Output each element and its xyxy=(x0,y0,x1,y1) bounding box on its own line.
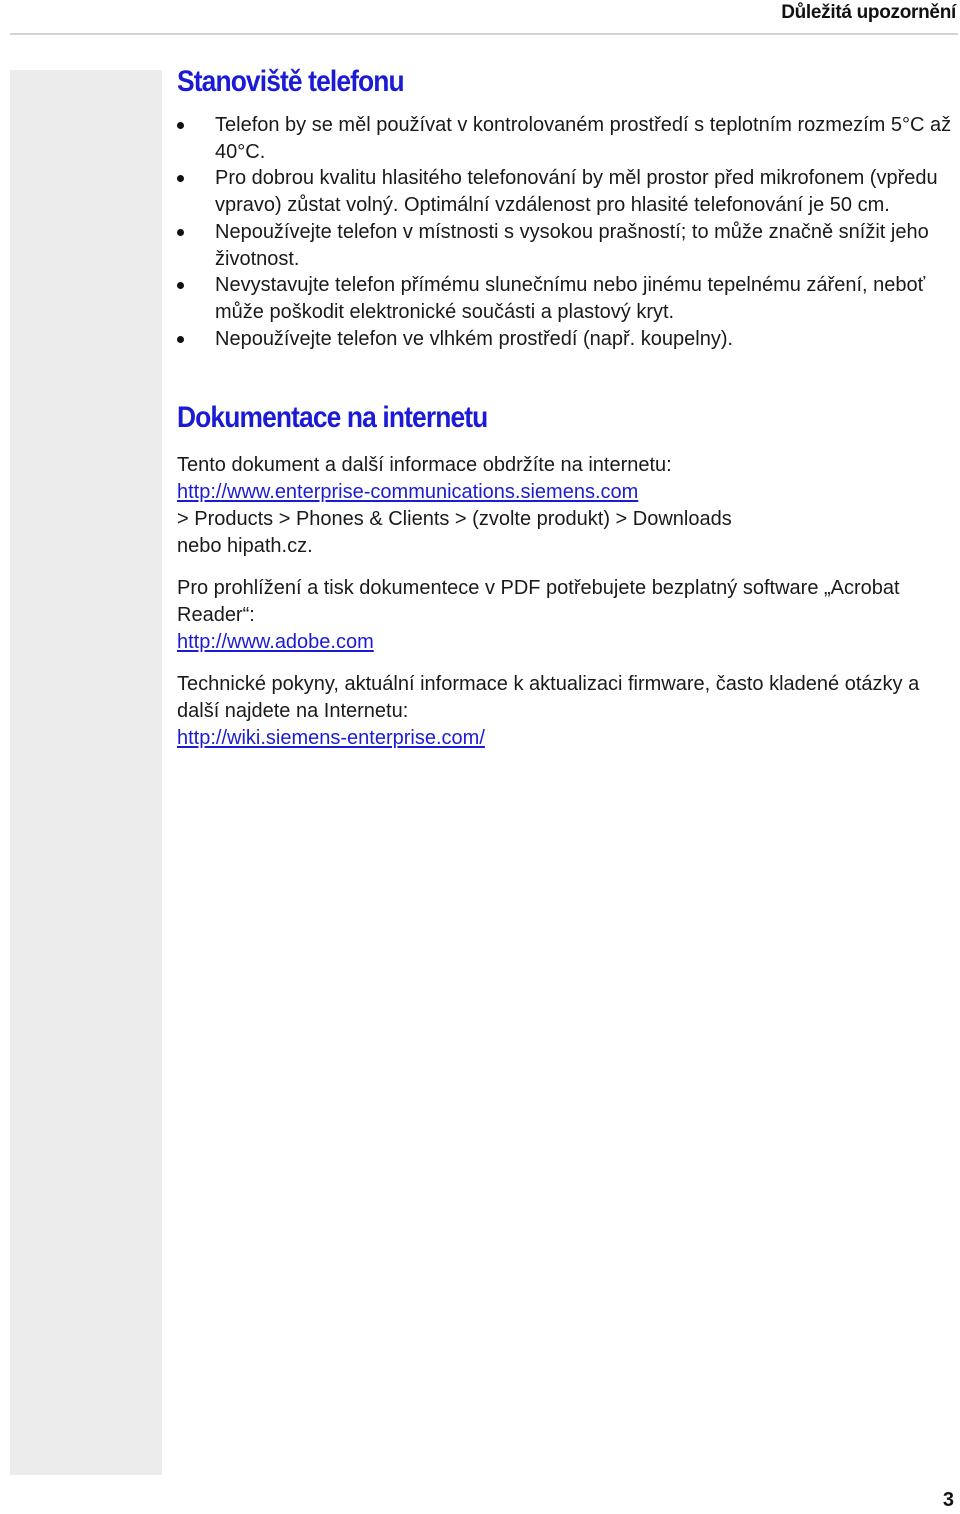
docs-intro-text: Tento dokument a další informace obdržíte na internetu: xyxy=(177,454,672,477)
list-item: Nepoužívejte telefon ve vlhkém prostředí (např. koupelny). xyxy=(177,326,952,353)
bullet-icon xyxy=(177,282,184,289)
list-item: Nevystavujte telefon přímému slunečnímu nebo jinému tepelnému záření, neboť může poškodit elektronické součásti a plastový kryt. xyxy=(177,272,952,325)
page-number: 3 xyxy=(942,1489,954,1511)
download-path-text: > Products > Phones & Clients > (zvolte produkt) > Downloads xyxy=(177,508,732,531)
acrobat-text: Pro prohlížení a tisk dokumentece v PDF potřebujete bezplatný software „Acrobat Reader“: xyxy=(177,577,900,627)
hipath-text: nebo hipath.cz. xyxy=(177,535,313,558)
main-content xyxy=(177,60,952,752)
section-heading-docs: Dokumentace na internetu xyxy=(177,401,488,435)
docs-paragraph-1 xyxy=(177,452,952,560)
wiki-link[interactable]: http://wiki.siemens-enterprise.com/ xyxy=(177,727,485,750)
bullet-icon xyxy=(177,336,184,343)
enterprise-link[interactable]: http://www.enterprise-communications.siemens.com xyxy=(177,481,639,504)
section-heading-placement: Stanoviště telefonu xyxy=(177,65,404,98)
bullet-icon xyxy=(177,175,184,182)
bullet-icon xyxy=(177,229,184,236)
list-item: Telefon by se měl používat v kontrolovaném prostředí s teplotním rozmezím 5°C až 40°C. xyxy=(177,112,952,165)
page-header-title: Důležitá upozornění xyxy=(781,2,956,23)
docs-paragraph-3 xyxy=(177,671,952,752)
technical-info-text: Technické pokyny, aktuální informace k aktualizaci firmware, často kladené otázky a další najdete na Internetu: xyxy=(177,673,920,723)
adobe-link[interactable]: http://www.adobe.com xyxy=(177,631,374,654)
header-divider xyxy=(10,33,958,35)
placement-bullet-list xyxy=(177,112,952,352)
bullet-icon xyxy=(177,122,184,129)
docs-section xyxy=(177,396,952,752)
list-item: Nepoužívejte telefon v místnosti s vysokou prašností; to může značně snížit jeho životnost. xyxy=(177,219,952,272)
list-item: Pro dobrou kvalitu hlasitého telefonování by měl prostor před mikrofonem (vpředu vpravo) zůstat volný. Optimální vzdálenost pro hlasité telefonování je 50 cm. xyxy=(177,165,952,218)
docs-paragraph-2 xyxy=(177,575,952,656)
side-margin-panel xyxy=(10,70,162,1475)
